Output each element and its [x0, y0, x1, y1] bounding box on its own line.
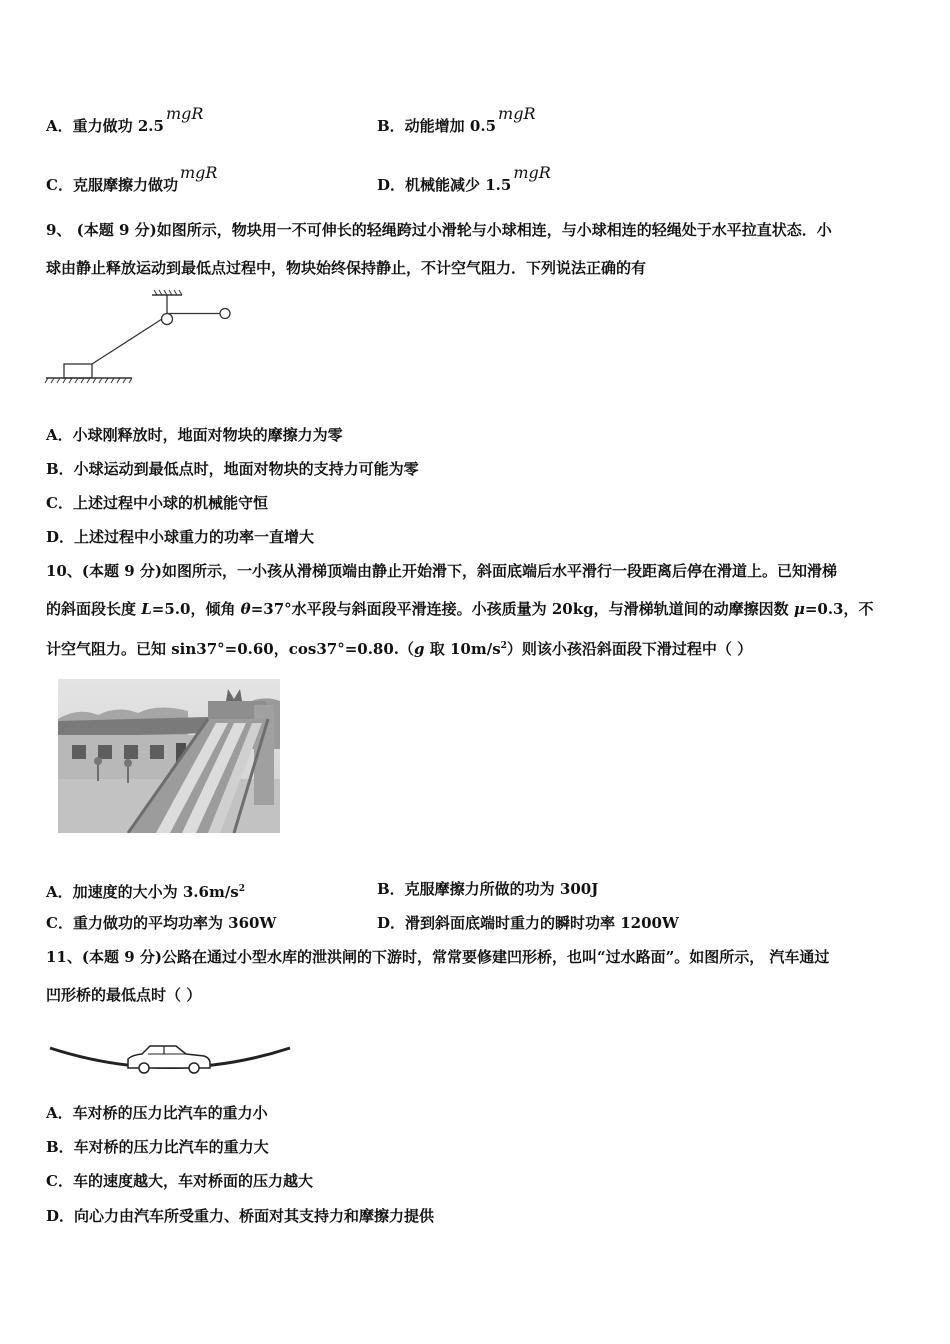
q10-option-b: B．克服摩擦力所做的功为 300J	[377, 880, 599, 898]
q11-option-d: D．向心力由汽车所受重力、桥面对其支持力和摩擦力提供	[46, 1207, 435, 1225]
ball-icon	[220, 309, 230, 319]
q8-option-a-value: 2.5	[137, 117, 164, 135]
q9-stem-line2: 球由静止释放运动到最低点过程中，物块始终保持静止，不计空气阻力．下列说法正确的有	[46, 259, 647, 277]
q11-stem-line2: 凹形桥的最低点时（ ）	[46, 986, 202, 1004]
q8-option-a-unit: mgR	[165, 104, 204, 123]
q11-stem-line1: 11、(本题 9 分)公路在通过小型水库的泄洪闸的下游时，常常要修建凹形桥，也叫“过水路面”。如图所示， 汽车通过	[46, 948, 830, 966]
block-icon	[64, 364, 92, 378]
q8-option-a	[46, 104, 204, 136]
concave-bridge-diagram	[48, 1035, 293, 1075]
q8-option-b-value: 0.5	[469, 117, 497, 135]
q10-option-d: D．滑到斜面底端时重力的瞬时功率 1200W	[377, 914, 679, 932]
q9-option-d: D．上述过程中小球重力的功率一直增大	[46, 528, 315, 546]
q9-option-a: A．小球刚释放时，地面对物块的摩擦力为零	[46, 426, 343, 444]
q8-option-b-label: B．动能增加	[377, 117, 465, 135]
q9-option-c: C．上述过程中小球的机械能守恒	[46, 494, 268, 512]
q10-stem-line3: 计空气阻力。已知 sin37°=0.60，cos37°=0.80.（g 取 $10m/s^2$）则该小孩沿斜面段下滑过程中（ ）	[46, 640, 753, 658]
q11-option-a: A．车对桥的压力比汽车的重力小	[46, 1104, 268, 1122]
q8-option-d	[377, 163, 551, 195]
q11-option-c: C．车的速度越大，车对桥面的压力越大	[46, 1172, 313, 1190]
q10-option-a: A．加速度的大小为 $3.6m/s^2$	[46, 883, 246, 901]
q9-stem-line1: 9、 (本题 9 分)如图所示，物块用一不可伸长的轻绳跨过小滑轮与小球相连，与小球相连的轻绳处于水平拉直状态．小	[46, 221, 832, 239]
q8-option-c	[46, 163, 218, 195]
q10-option-c: C．重力做功的平均功率为 360W	[46, 914, 277, 932]
q8-option-d-unit: mgR	[513, 163, 551, 182]
q8-option-c-unit: mgR	[179, 163, 218, 182]
slide-photo	[58, 679, 280, 833]
q8-option-d-label: D．机械能减少	[377, 176, 481, 194]
pulley-icon	[162, 314, 173, 325]
pulley-diagram	[44, 288, 234, 388]
q10-stem-line2: 的斜面段长度 L=5.0，倾角 θ=37°水平段与斜面段平滑连接。小孩质量为 20kg，与滑梯轨道间的动摩擦因数 μ=0.3，不	[46, 600, 874, 618]
q8-option-b	[377, 104, 536, 136]
q8-option-a-label: A．重力做功	[46, 117, 133, 135]
q8-option-b-unit: mgR	[498, 104, 536, 123]
q11-option-b: B．车对桥的压力比汽车的重力大	[46, 1138, 269, 1156]
q10-stem-line1: 10、(本题 9 分)如图所示，一小孩从滑梯顶端由静止开始滑下，斜面底端后水平滑行一段距离后停在滑道上。已知滑梯	[46, 562, 837, 580]
q8-option-d-value: 1.5	[485, 176, 512, 194]
q8-option-c-label: C．克服摩擦力做功	[46, 176, 178, 194]
q9-option-b: B．小球运动到最低点时，地面对物块的支持力可能为零	[46, 460, 419, 478]
